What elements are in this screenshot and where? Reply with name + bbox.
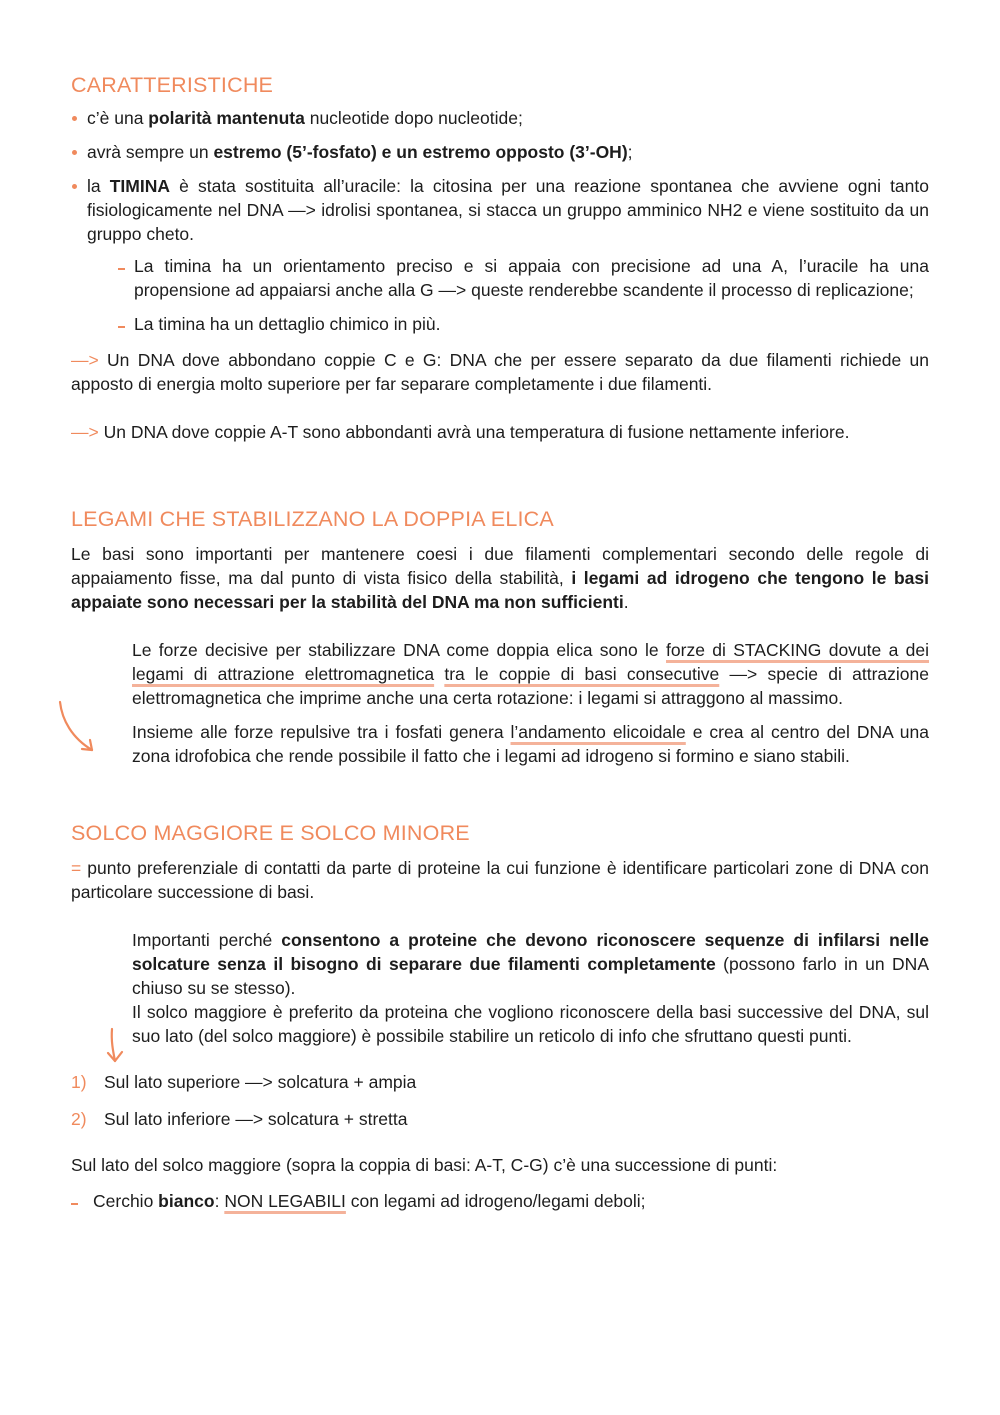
curved-arrow-icon <box>52 698 102 758</box>
dash-list <box>87 254 929 336</box>
indented-block-solco <box>132 928 929 1048</box>
paragraph-at: —> Un DNA dove coppie A-T sono abbondanti avrà una temperatura di fusione nettamente inferiore. <box>71 422 850 442</box>
paragraph-basi: Le basi sono importanti per mantenere coesi i due filamenti complementari secondo delle regole di appaiamento fisse, ma dal punto di vista fisico della stabilità, i legami ad idrogeno che tengono le basi appaiate sono necessari per la stabilità del DNA ma non sufficienti. <box>71 544 929 612</box>
bullet-polarita: c’è una polarità mantenuta nucleotide dopo nucleotide; <box>71 106 929 130</box>
equals-glyph: = <box>71 858 82 878</box>
heading-caratteristiche: CARATTERISTICHE <box>71 73 274 97</box>
bullet-timina: la TIMINA è stata sostituita all’uracile: la citosina per una reazione spontanea che avviene ogni tanto fisiologicamente nel DNA —> idrolisi spontanea, si stacca un gruppo amminico NH2 e viene sostituito da un gruppo cheto. La timina ha un orientamento preciso e si appaia con precisione ad una A, l’uracile ha una propensione ad appaiarsi anche alla G —> queste renderebbe scandente il processo di replicazione; La timina ha un dettaglio chimico in più. <box>71 174 929 336</box>
dash-item-cerchio-bianco: Cerchio bianco: NON LEGABILI con legami ad idrogeno/legami deboli; <box>71 1189 929 1213</box>
arrow-glyph: —> <box>71 422 99 442</box>
paragraph-importanti: Importanti perché consentono a proteine che devono riconoscere sequenze di infilarsi nelle solcature senza il bisogno di separare due filamenti completamente (possono farlo in un DNA chiuso su se stesso). <box>132 930 929 998</box>
dash-item-orientamento: La timina ha un orientamento preciso e si appaia con precisione ad una A, l’uracile ha una propensione ad appaiarsi anche alla G —> queste renderebbe scandente il processo di replicazione; <box>118 254 929 302</box>
numbered-item-superiore: 1) Sul lato superiore —> solcatura + ampia <box>71 1072 417 1092</box>
dash-item-dettaglio: La timina ha un dettaglio chimico in più. <box>118 312 929 336</box>
paragraph-successione: Sul lato del solco maggiore (sopra la coppia di basi: A-T, C-G) c’è una successione di punti: <box>71 1155 778 1175</box>
heading-solco: SOLCO MAGGIORE E SOLCO MINORE <box>71 821 470 845</box>
bullet-list <box>71 106 929 336</box>
paragraph-stacking: Le forze decisive per stabilizzare DNA come doppia elica sono le forze di STACKING dovute a dei legami di attrazione elettromagnetica tra le coppie di basi consecutive —> specie di attrazione elettromagnetica che imprime anche una certa rotazione: i legami si attraggono al massimo. <box>132 640 930 708</box>
paragraph-cg: —> Un DNA dove abbondano coppie C e G: DNA che per essere separato da due filamenti richiede un apposto di energia molto superiore per far separare completamente i due filamenti. <box>71 350 929 394</box>
numbered-list <box>71 1070 929 1131</box>
paragraph-punto: = punto preferenziale di contatti da parte di proteine la cui funzione è identificare particolari zone di DNA con particolare successione di basi. <box>71 858 929 902</box>
down-arrow-icon <box>100 1025 130 1067</box>
indented-block-stacking <box>132 638 929 768</box>
numbered-item-inferiore: 2) Sul lato inferiore —> solcatura + stretta <box>71 1109 408 1129</box>
paragraph-solco-maggiore: Il solco maggiore è preferito da proteina che vogliono riconoscere della basi successive del DNA, sul suo lato (del solco maggiore) è possibile stabilire un reticolo di info che sfruttano questi punti. <box>132 1002 929 1046</box>
document-page <box>71 70 929 1223</box>
heading-legami: LEGAMI CHE STABILIZZANO LA DOPPIA ELICA <box>71 507 554 531</box>
bullet-estremi: avrà sempre un estremo (5’-fosfato) e un estremo opposto (3’-OH); <box>71 140 929 164</box>
arrow-glyph: —> <box>71 350 99 370</box>
dash-list-cerchio <box>71 1189 929 1213</box>
paragraph-elicoidale: Insieme alle forze repulsive tra i fosfati genera l’andamento elicoidale e crea al centro del DNA una zona idrofobica che rende possibile il fatto che i legami ad idrogeno si formino e siano stabili. <box>132 722 930 766</box>
